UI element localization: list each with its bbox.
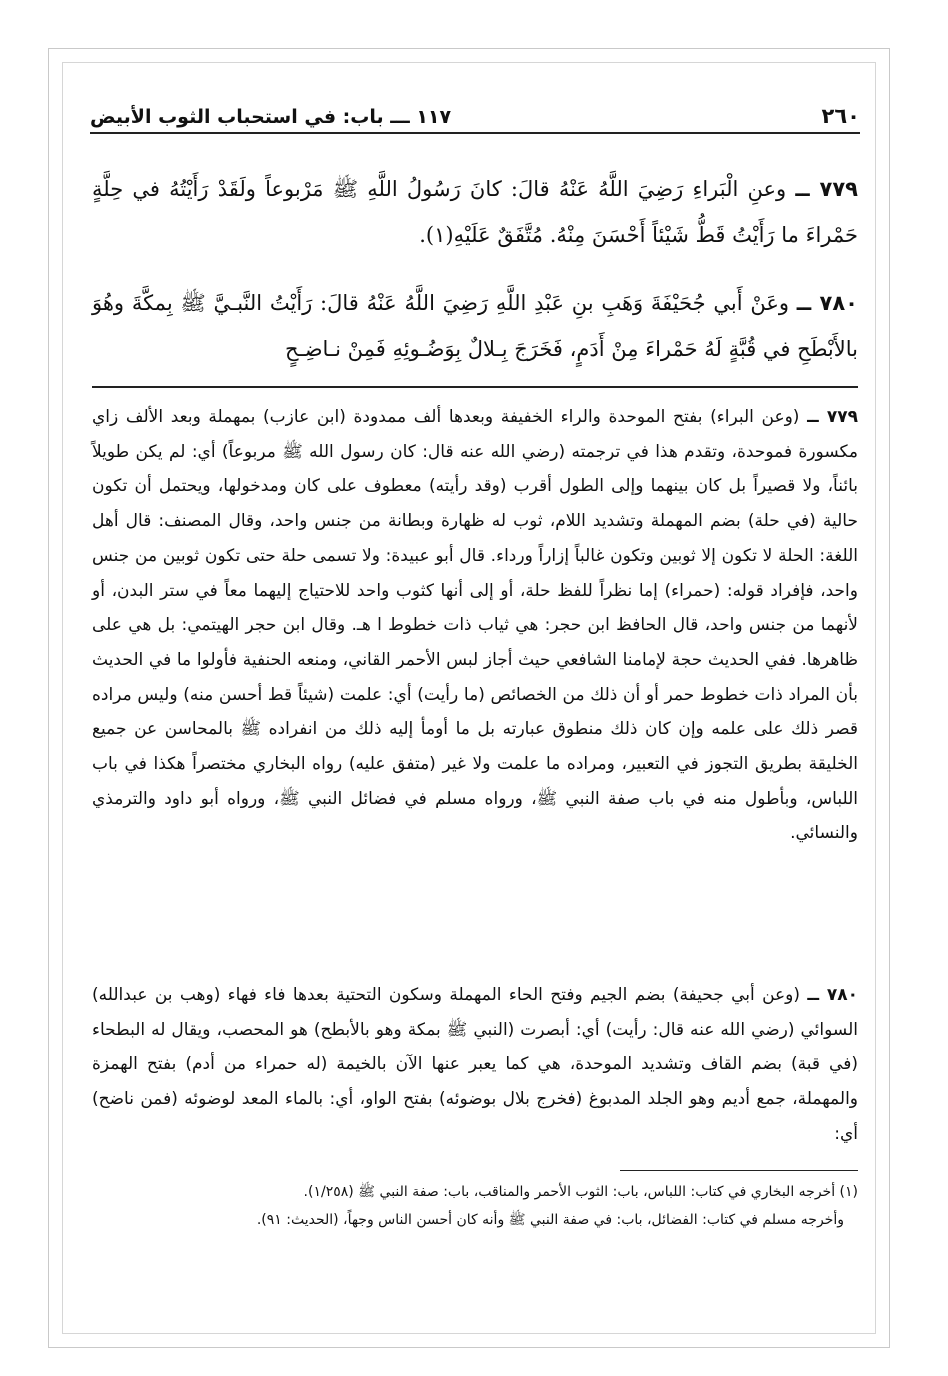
commentary-text: (وعن أبي جحيفة) بضم الجيم وفتح الحاء المهملة وسكون التحتية بعدها فاء فهاء (وهب بن عبدالله) السوائي (رضي الله عنه قال: رأيت) أي: أبصرت (النبي ﷺ بمكة وهو بالأبطح) هو المحصب، ويقال له البطحاء (في قبة) بضم القاف وتشديد الموحدة، هي كما يعبر عنها الآن بالخيمة (له حمراء من أدم) بفتح الهمزة والمهملة، جمع أديم وهو الجلد المدبوغ (فخرج بلال بوضوئه) بفتح الواو، أي: بالماء المعد لوضوئه (فمن ناضح) أي: (92, 985, 858, 1144)
hadith-number: ٧٧٩ ــ (795, 177, 858, 201)
chapter-title: ١١٧ ـــ باب: في استحباب الثوب الأبيض (90, 106, 452, 128)
footnote-1: (١) أخرجه البخاري في كتاب: اللباس، باب: الثوب الأحمر والمناقب، باب: صفة النبي ﷺ (١/٢٥٨). (303, 1184, 858, 1200)
commentary-780 (92, 978, 858, 1152)
matn-divider (92, 386, 858, 388)
page-number: ٢٦٠ (821, 104, 860, 128)
commentary-number: ٧٧٩ ــ (807, 407, 859, 427)
running-header (90, 94, 860, 134)
commentary-779 (92, 400, 858, 851)
hadith-text: وعنِ الْبَراءِ رَضِيَ اللَّهُ عَنْهُ قالَ: كانَ رَسُولُ اللَّهِ ﷺ مَرْبوعاً ولَقَدْ رَأَيْتُهُ في حِلَّةٍ حَمْراءَ ما رَأَيْتُ قَطُّ شَيْئاً أَحْسَنَ مِنْهُ. مُتَّفَقٌ عَلَيْهِ(١). (92, 177, 858, 247)
footnote-1-cont: وأخرجه مسلم في كتاب: الفضائل، باب: في صفة النبي ﷺ وأنه كان أحسن الناس وجهاً، (الحديث: ٩١). (256, 1212, 844, 1228)
footnote-divider (620, 1170, 858, 1171)
hadith-number: ٧٨٠ ــ (796, 291, 858, 315)
hadith-text: وعَنْ أَبي جُحَيْفَةَ وَهَبِ بنِ عَبْدِ اللَّهِ رَضِيَ اللَّهُ عَنْهُ قالَ: رَأَيْتُ النَّبـيَّ ﷺ بِمكَّةَ وهُوَ بالأَبْطَحِ في قُبَّةٍ لَهُ حَمْراءَ مِنْ أَدَمٍ، فَخَرَجَ بِـلالٌ بِوَضُـوئِهِ فَمِنْ نـاضِـحٍ (92, 291, 858, 361)
commentary-text: (وعن البراء) بفتح الموحدة والراء الخفيفة وبعدها ألف ممدودة (ابن عازب) بمهملة وبعد الألف زاي مكسورة فموحدة، وتقدم هذا في ترجمته (رضي الله عنه قال: كان رسول الله ﷺ مربوعاً) أي: لم يكن طويلاً بائناً، ولا قصيراً بل كان بينهما وإلى الطول أقرب (وقد رأيته) معطوف على كان ومدخولها، ويحتمل أن تكون حالية (في حلة) بضم المهملة وتشديد اللام، ثوب له ظهارة وبطانة من جنس واحد، وقال المصنف: قال أهل اللغة: الحلة لا تكون إلا ثوبين وتكون غالباً إزاراً ورداء. قال أبو عبيدة: ولا تسمى حلة حتى تكون ثوبين من جنس واحد، فإفراد قوله: (حمراء) إما نظراً للفظ حلة، أو إلى أنها كثوب واحد للاحتياج إليهما معاً في ستر البدن، أو لأنهما من جنس واحد، قال الحافظ ابن حجر: هي ثياب ذات خطوط ا هـ. وقال ابن حجر الهيتمي: بل هي على ظاهرها. ففي الحديث حجة لإمامنا الشافعي حيث أجاز لبس الأحمر القاني، ومنعه الحنفية فأولوا ما في الحديث بأن المراد ذات خطوط حمر أو أن ذلك من الخصائص (ما رأيت) أي: علمت (شيئاً قط أحسن منه) وليس مراده قصر ذلك على علمه وإن كان ذلك منطوق عبارته بل ما أومأ إليه ذلك من انفراده ﷺ بالمحاسن عن جميع الخليقة بطريق التجوز في التعبير، ومراده ما علمت ولا غير (متفق عليه) رواه البخاري مختصراً هكذا في باب اللباس، وبأطول منه في باب صفة النبي ﷺ، ورواه مسلم في فضائل النبي ﷺ، ورواه أبو داود والترمذي والنسائي. (92, 407, 858, 844)
hadith-780 (92, 280, 858, 372)
hadith-779 (92, 166, 858, 258)
commentary-number: ٧٨٠ ــ (807, 985, 859, 1005)
